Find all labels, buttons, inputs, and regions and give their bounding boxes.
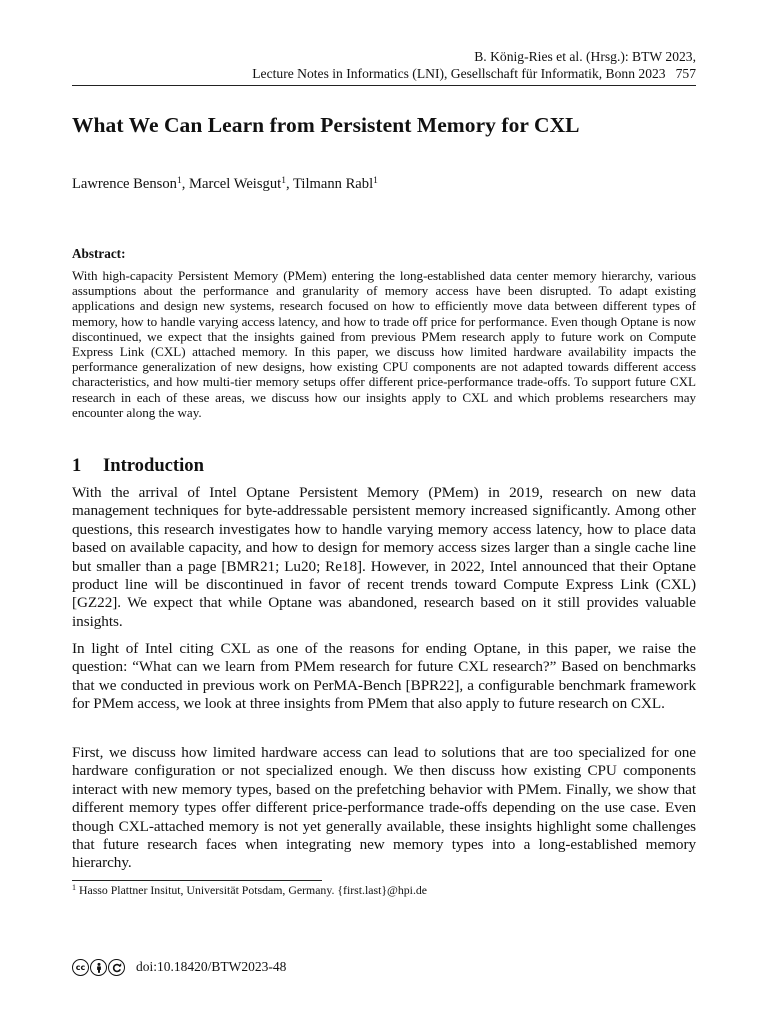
author-affiliation-marker: 1 <box>281 176 286 186</box>
cc-license-badge[interactable] <box>72 959 125 976</box>
header-line-2 <box>252 65 696 82</box>
author-name: Marcel Weisgut <box>189 176 282 192</box>
header-line-1: B. König-Ries et al. (Hrsg.): BTW 2023, <box>474 49 696 64</box>
author-name: Tilmann Rabl <box>292 176 374 192</box>
cc-icon: cc <box>72 959 89 976</box>
header-rule <box>72 85 696 86</box>
footnote <box>72 883 427 898</box>
sa-icon <box>108 959 125 976</box>
abstract-label: Abstract: <box>72 246 126 261</box>
page-number: 757 <box>675 66 696 81</box>
section-title: Introduction <box>103 455 204 476</box>
body-paragraph: In light of Intel citing CXL as one of the reasons for ending Optane, in this paper, we raise the question: “What can we learn from PMem research for future CXL research?” Based on benchmarks that we conducted in previous work on PerMA-Bench [BPR22], a configurable benchmark framework for PMem access, we look at three insights from PMem that also apply to future research on CXL. <box>72 640 696 713</box>
author-list <box>72 174 378 194</box>
by-icon <box>90 959 107 976</box>
body-paragraph: With the arrival of Intel Optane Persistent Memory (PMem) in 2019, research on new data management techniques for byte-addressable persistent memory increased significantly. Among other questions, this research investigates how to handle varying memory access latency, how to place data based on available capacity, and how to design for memory access sizes larger than a single cache line but smaller than a page [BMR21; Lu20; Re18]. However, in 2022, Intel announced that their Optane product line will be discontinued in favor of recent trends toward Compute Express Link (CXL) [GZ22]. We expect that while Optane was abandoned, research based on it still provides valuable insights. <box>72 484 696 630</box>
author-affiliation-marker: 1 <box>373 176 378 186</box>
header-venue: Lecture Notes in Informatics (LNI), Gesellschaft für Informatik, Bonn 2023 <box>252 66 666 81</box>
section-heading <box>72 454 204 478</box>
author-separator: , <box>181 176 189 192</box>
author-affiliation-marker: 1 <box>176 176 182 186</box>
paper-title: What We Can Learn from Persistent Memory for CXL <box>72 113 580 137</box>
doi-link[interactable]: doi:10.18420/BTW2023-48 <box>136 959 287 974</box>
footnote-rule <box>72 880 322 881</box>
footnote-marker: 1 <box>72 883 76 892</box>
footnote-text: Hasso Plattner Insitut, Universität Potsdam, Germany. {first.last}@hpi.de <box>78 883 428 897</box>
author-separator: , <box>285 176 293 192</box>
running-header <box>252 48 696 82</box>
section-number: 1 <box>72 455 82 476</box>
body-paragraph: First, we discuss how limited hardware access can lead to solutions that are too specialized for one hardware configuration or not specialized enough. We then discuss how existing CPU components interact with new memory types, based on the prefetching behavior with PMem. Finally, we show that different memory types offer different price-performance trade-offs depending on the use case. Even though CXL-attached memory is not yet generally available, these insights highlight some challenges that future research faces when integrating new memory types into a long-established memory hierarchy. <box>72 744 696 872</box>
abstract-text: With high-capacity Persistent Memory (PMem) entering the long-established data center memory hierarchy, various assumptions about the performance and granularity of memory access have been disrupted. To adapt existing applications and design new systems, research focused on how to efficiently move data between different types of memory, how to handle varying access latency, and how to trade off price for performance. Even though Optane is now discontinued, we expect that the insights gained from previous PMem research apply to future work on Compute Express Link (CXL) attached memory. In this paper, we discuss how limited hardware availability impacts the performance generalization of new designs, how existing CPU components are not adapted towards different access characteristics, and how multi-tier memory setups offer different price-performance trade-offs. To support future CXL research in each of these areas, we discuss how our insights apply to CXL and which problems researchers may encounter along the way. <box>72 268 696 420</box>
paper-page <box>72 0 696 1024</box>
author-name: Lawrence Benson <box>72 176 177 192</box>
